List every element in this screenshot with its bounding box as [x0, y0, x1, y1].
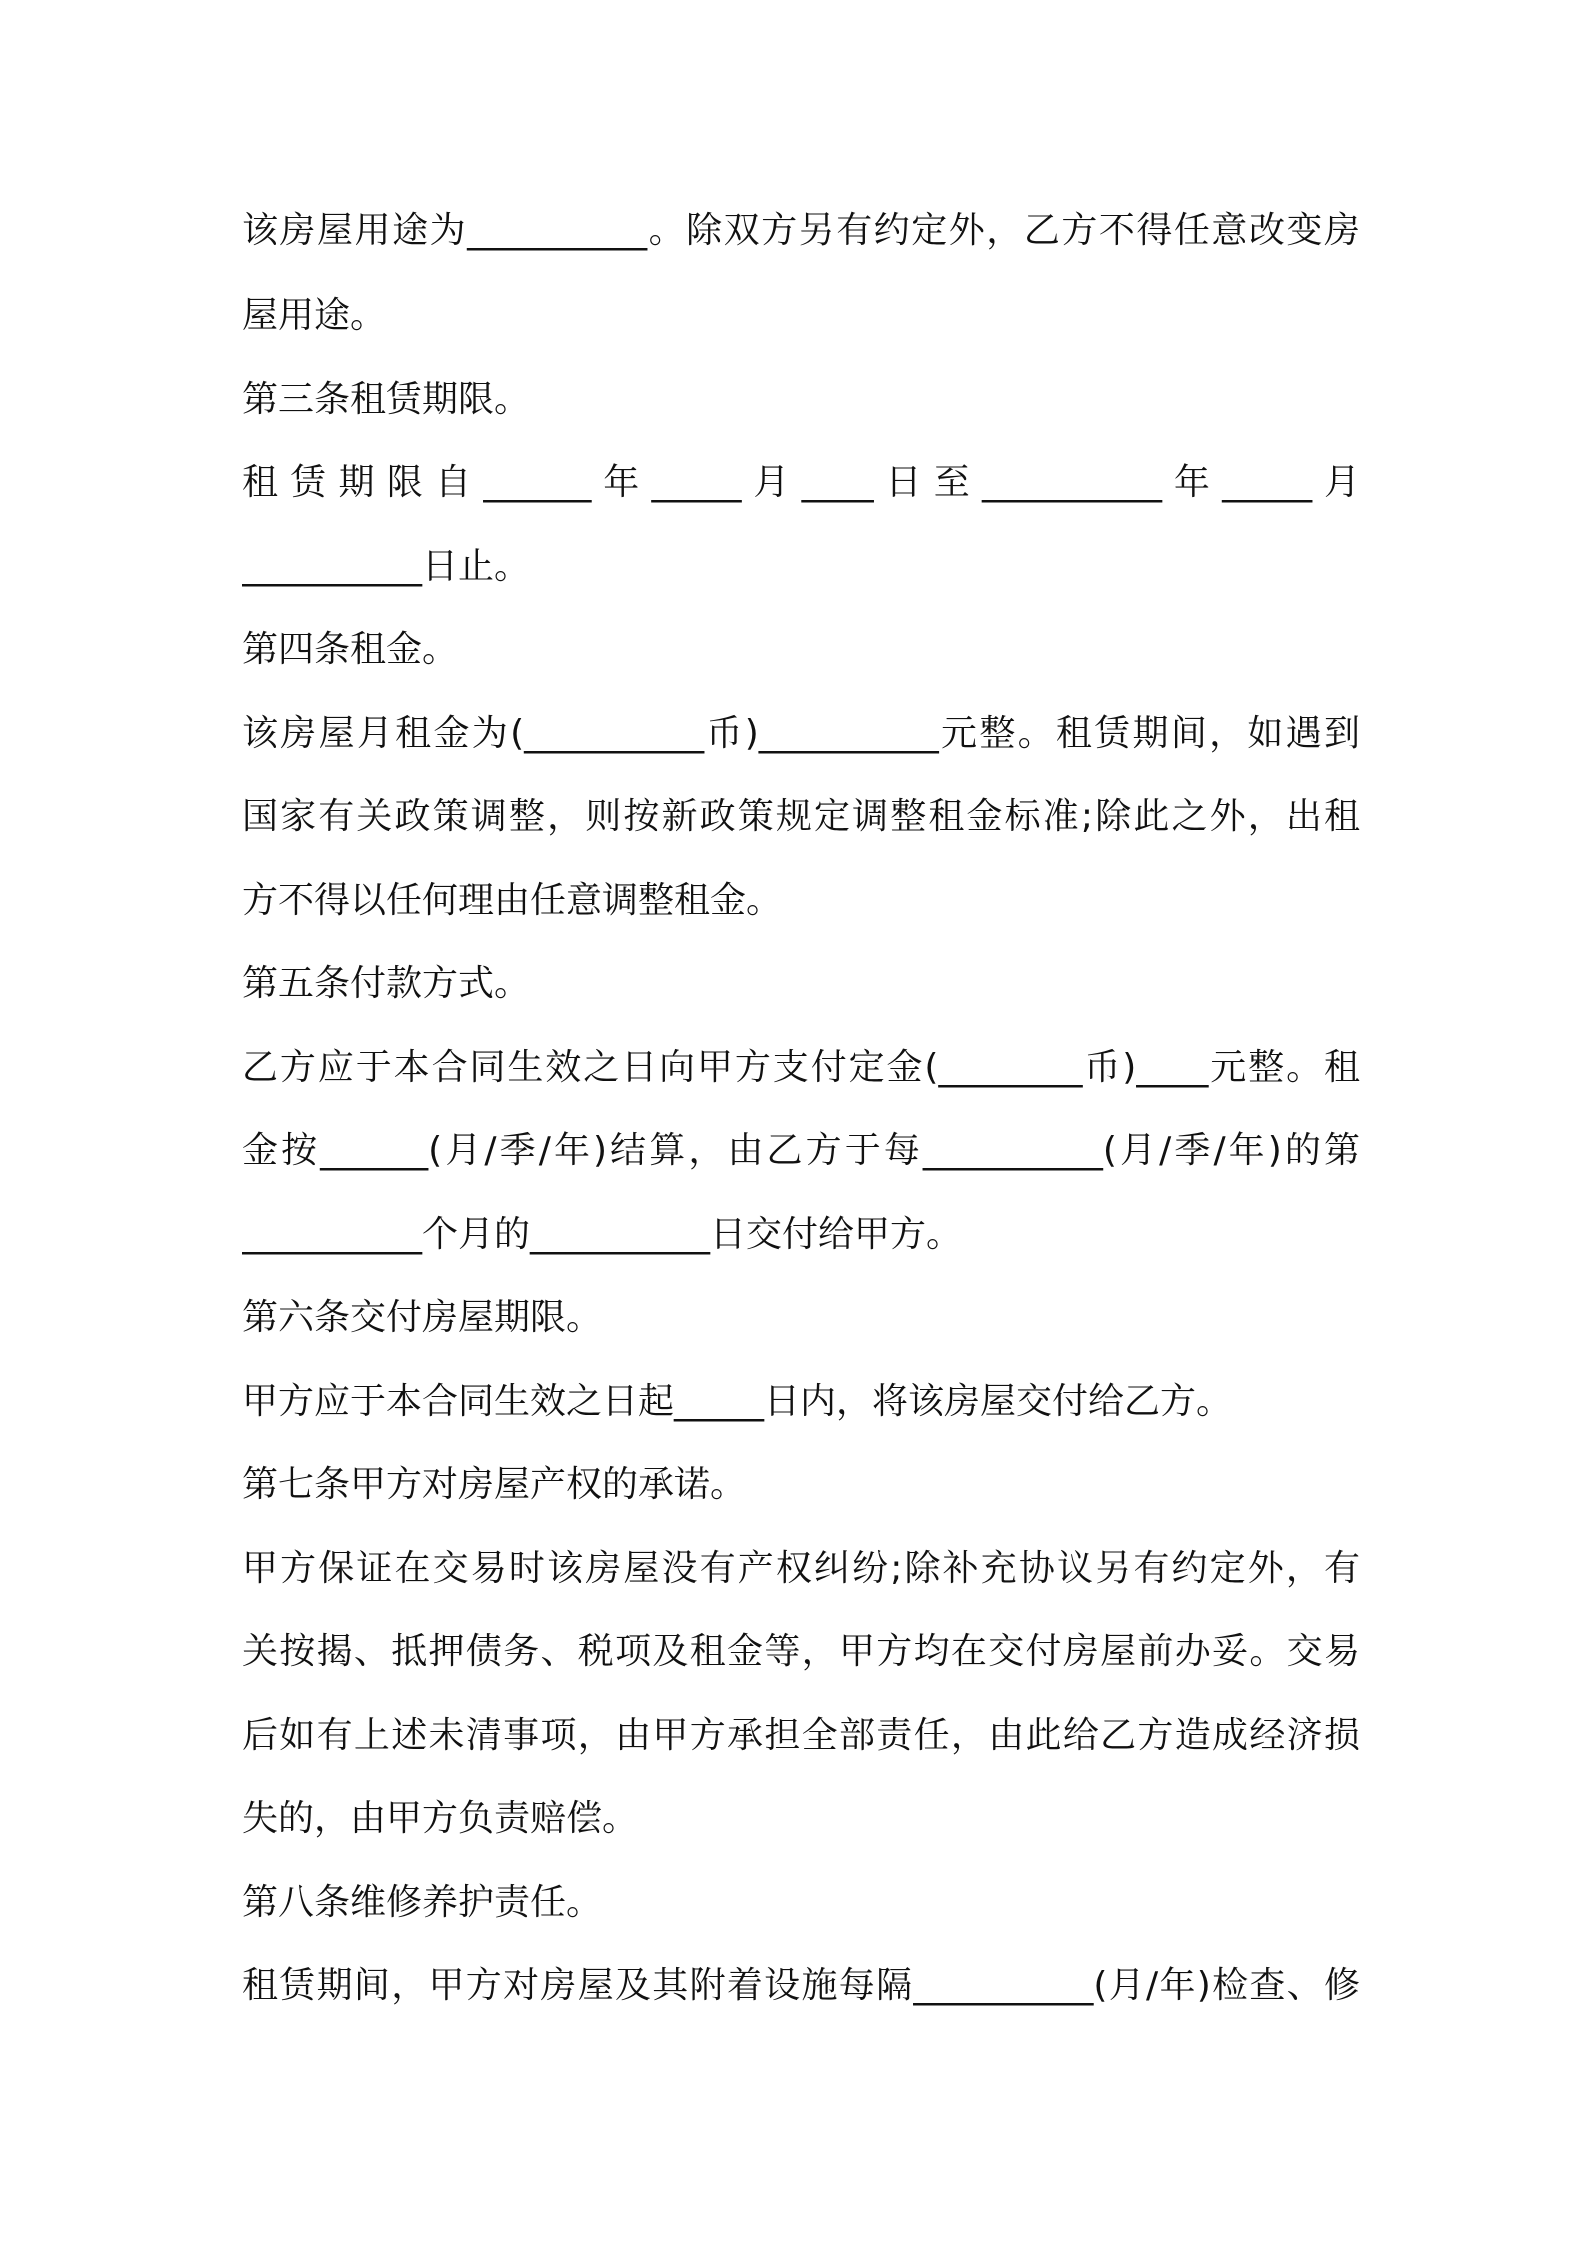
- clause-3-heading: 第三条租赁期限。: [242, 379, 531, 420]
- clause-4-body-line-3: 方不得以任何理由任意调整租金。: [242, 880, 783, 921]
- clause-3-body-line-1: 租 赁 期 限 自 ______ 年 _____ 月 ____ 日 至 __________ 年 _____ 月: [242, 462, 1360, 503]
- clause-7-body-line-4: 失的，由甲方负责赔偿。: [242, 1798, 639, 1839]
- clause-7-body-line-2: 关按揭、抵押债务、税项及租金等，甲方均在交付房屋前办妥。交易: [242, 1631, 1360, 1672]
- clause-5-body-line-1: 乙方应于本合同生效之日向甲方支付定金(________币)____元整。租: [242, 1047, 1360, 1088]
- clause-5-body-line-3: __________个月的__________日交付给甲方。: [242, 1214, 963, 1255]
- clause-8-body-line-1: 租赁期间，甲方对房屋及其附着设施每隔__________(月/年)检查、修: [242, 1965, 1360, 2006]
- clause-3-body-line-2: __________日止。: [242, 546, 531, 587]
- clause-6-body-line-1: 甲方应于本合同生效之日起_____日内，将该房屋交付给乙方。: [242, 1381, 1233, 1422]
- clause-7-body-line-1: 甲方保证在交易时该房屋没有产权纠纷;除补充协议另有约定外，有: [242, 1548, 1360, 1589]
- clause-7-body-line-3: 后如有上述未清事项，由甲方承担全部责任，由此给乙方造成经济损: [242, 1715, 1360, 1756]
- clause-4-body-line-2: 国家有关政策调整，则按新政策规定调整租金标准;除此之外，出租: [242, 796, 1360, 837]
- clause-2-body-line-1: 该房屋用途为__________。除双方另有约定外，乙方不得任意改变房: [242, 210, 1360, 251]
- clause-5-body-line-2: 金按______(月/季/年)结算，由乙方于每__________(月/季/年)的第: [242, 1130, 1360, 1171]
- clause-4-heading: 第四条租金。: [242, 629, 459, 670]
- clause-8-heading: 第八条维修养护责任。: [242, 1882, 603, 1923]
- clause-6-heading: 第六条交付房屋期限。: [242, 1297, 603, 1338]
- clause-5-heading: 第五条付款方式。: [242, 963, 531, 1004]
- clause-4-body-line-1: 该房屋月租金为(__________币)__________元整。租赁期间，如遇到: [242, 713, 1360, 754]
- clause-7-heading: 第七条甲方对房屋产权的承诺。: [242, 1464, 747, 1505]
- clause-2-body-line-2: 屋用途。: [242, 295, 387, 336]
